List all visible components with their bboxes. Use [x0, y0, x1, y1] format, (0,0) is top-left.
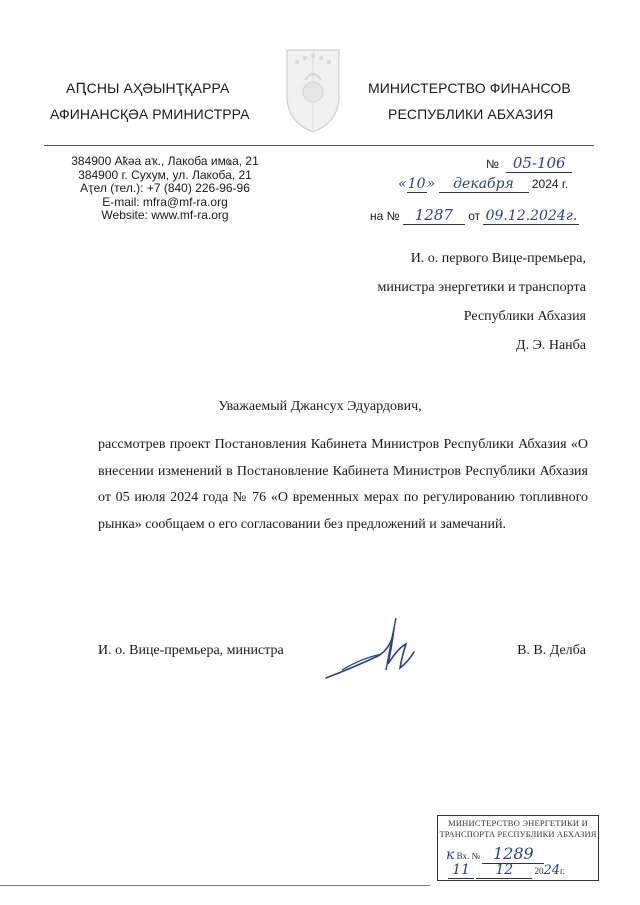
header-right-line1: МИНИСТЕРСТВО ФИНАНСОВ — [368, 80, 571, 96]
reference-row — [370, 206, 579, 225]
header-left-line1: АԤСНЫ АҲӘЫНҬҚАРРА — [66, 80, 230, 96]
stamp-line: МИНИСТЕРСТВО ЭНЕРГЕТИКИ И — [448, 818, 588, 828]
outgoing-number-value: 05-106 — [512, 154, 566, 172]
header-left-line2: АФИНАНСҚӘА РМИНИСТРРА — [50, 106, 250, 122]
address-line: 384900 г. Сухум, ул. Лакоба, 21 — [78, 167, 252, 182]
stamp-year-hand: 24 — [543, 863, 561, 878]
salutation: Уважаемый Джансух Эдуардович, — [218, 399, 422, 414]
address-line: 384900 Аҟәа аҡ., Лакоба имҩа, 21 — [71, 154, 259, 168]
address-line: Аҭел (тел.): +7 (840) 226-96-96 — [80, 181, 250, 195]
stamp-date-day: 11 — [448, 862, 474, 879]
reference-label: на № — [370, 209, 400, 223]
stamp-in-number: 1289 — [482, 844, 544, 864]
stamp-date-month: 12 — [476, 862, 532, 879]
addressee-line: Республики Абхазия — [463, 309, 586, 324]
stamp-in-label: Вх. № — [456, 851, 481, 861]
outgoing-date-row — [398, 176, 568, 193]
stamp-year-prefix: 20 — [534, 866, 544, 876]
handwritten-signature — [322, 608, 422, 688]
outgoing-number-row — [486, 154, 572, 173]
stamp-year-end: г. — [560, 866, 565, 876]
address-line: Website: www.mf-ra.org — [101, 208, 229, 222]
coat-of-arms-emblem — [283, 44, 343, 136]
letter-body: рассмотрев проект Постановления Кабинета Министров Республики Абхазия «О внесении изменений в Постановление Кабинета Министров Республики Абхазия от 05 июля 2024 года № 76 «О временных мерах по регулированию топливного рынка» сообщаем о его согласовании без предложений и замечаний. — [98, 437, 588, 532]
header-divider — [44, 145, 594, 146]
signer-name: В. В. Делба — [517, 643, 586, 658]
addressee-name: Д. Э. Нанба — [516, 338, 586, 353]
date-quote-open: « — [398, 176, 407, 192]
stamp-line: ТРАНСПОРТА РЕСПУБЛИКИ АБХАЗИЯ — [439, 829, 597, 839]
reference-number: 1287 — [403, 206, 465, 225]
date-month: декабря — [439, 176, 529, 193]
address-line: E-mail: mfra@mf-ra.org — [102, 194, 228, 209]
addressee-line: И. о. первого Вице-премьера, — [410, 251, 586, 266]
reference-date: 09.12.2024г. — [483, 208, 579, 225]
reference-from-label: от — [468, 209, 481, 223]
date-year: 2024 г. — [531, 177, 569, 191]
address-block — [60, 155, 270, 223]
footer-divider — [0, 885, 430, 886]
incoming-registration-stamp: МИНИСТЕРСТВО ЭНЕРГЕТИКИ И ТРАНСПОРТА РЕСПУБЛИКИ АБХАЗИЯ к Вх. № 1289 11 12 2024г. — [437, 815, 599, 881]
header-right-line2: РЕСПУБЛИКИ АБХАЗИЯ — [388, 106, 554, 122]
outgoing-number-label: № — [486, 157, 499, 171]
addressee-line: министра энергетики и транспорта — [377, 280, 586, 295]
date-day: 10 — [407, 176, 426, 192]
date-quote-close: » — [426, 176, 436, 192]
signer-position: И. о. Вице-премьера, министра — [98, 643, 284, 658]
